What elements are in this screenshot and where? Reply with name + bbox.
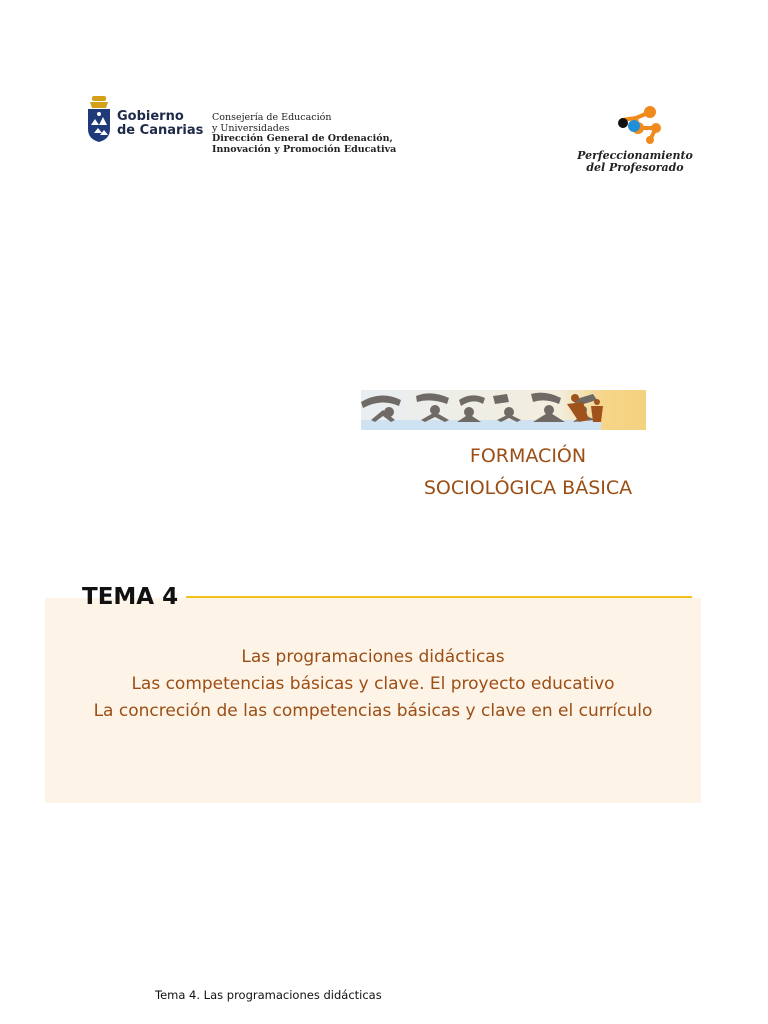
page-footer: Tema 4. Las programaciones didácticas bbox=[155, 988, 382, 1002]
consejeria-line2: y Universidades bbox=[212, 122, 290, 134]
gobierno-canarias-shield-icon bbox=[86, 95, 112, 143]
tema-topic-3: La concreción de las competencias básicas y clave en el currículo bbox=[93, 701, 653, 721]
tema-topic-1: Las programaciones didácticas bbox=[241, 647, 505, 667]
tema-topics bbox=[45, 644, 701, 725]
children-banner-image bbox=[361, 390, 646, 430]
perfeccionamiento-text bbox=[570, 150, 700, 174]
tema-topic-2: Las competencias básicas y clave. El proyecto educativo bbox=[131, 674, 615, 694]
gobierno-line1: Gobierno bbox=[117, 109, 184, 124]
consejeria-line1: Consejería de Educación bbox=[212, 112, 332, 123]
tema-label: TEMA 4 bbox=[82, 584, 179, 610]
tema-underline bbox=[186, 596, 692, 598]
consejeria-text bbox=[212, 113, 396, 155]
course-title-line2: SOCIOLÓGICA BÁSICA bbox=[423, 477, 633, 499]
course-title bbox=[360, 440, 696, 504]
perfeccionamiento-molecule-icon bbox=[612, 104, 666, 148]
direccion-line1: Dirección General de Ordenación, bbox=[212, 133, 393, 144]
direccion-line2: Innovación y Promoción Educativa bbox=[212, 143, 397, 155]
course-title-line1: FORMACIÓN bbox=[469, 445, 587, 467]
perfeccionamiento-line1: Perfeccionamiento bbox=[577, 149, 693, 162]
perfeccionamiento-line2: del Profesorado bbox=[586, 161, 684, 174]
gobierno-line2: de Canarias bbox=[117, 123, 204, 138]
gobierno-canarias-name bbox=[117, 110, 203, 138]
